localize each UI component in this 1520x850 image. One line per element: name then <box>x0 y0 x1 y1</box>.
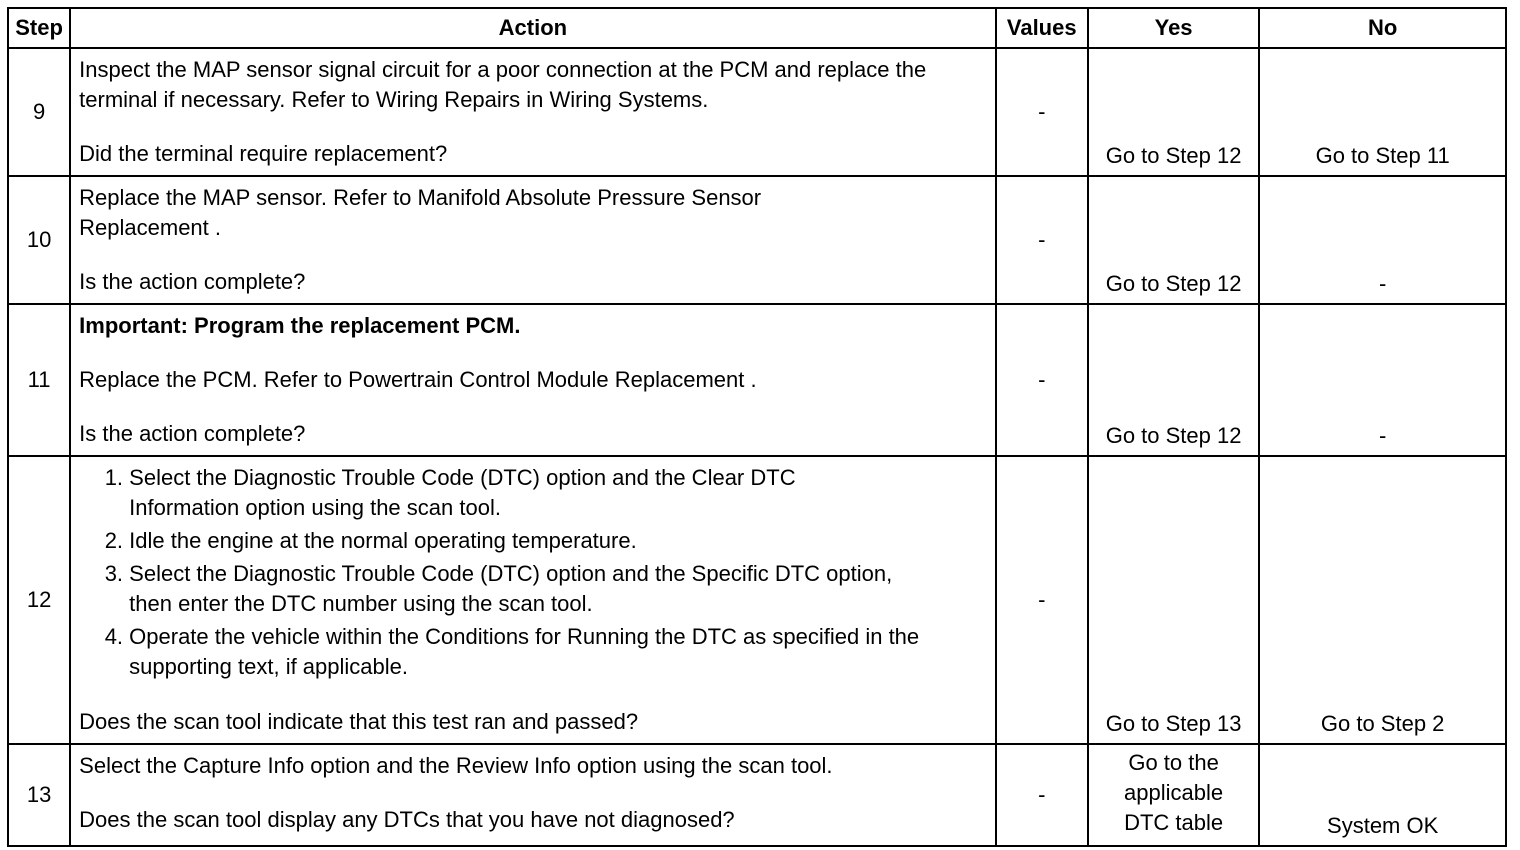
action-text: Inspect the MAP sensor signal circuit for a poor connection at the PCM and replace the terminal if necessary. Refer to Wiring Repairs in Wiring Systems. <box>79 57 927 112</box>
table-row <box>8 176 1506 304</box>
yes-cell <box>1088 744 1259 846</box>
no-cell: Go to Step 2 <box>1259 456 1506 744</box>
step-number: 13 <box>8 744 70 846</box>
yes-cell: Go to Step 12 <box>1088 304 1259 456</box>
table-row <box>8 48 1506 176</box>
yes-cell: Go to Step 13 <box>1088 456 1259 744</box>
list-item: 3. Select the Diagnostic Trouble Code (DTC) option and the Specific DTC option, then enter the DTC number using the scan tool. <box>129 559 929 619</box>
step-number: 11 <box>8 304 70 456</box>
list-item: 4. Operate the vehicle within the Conditions for Running the DTC as specified in the supporting text, if applicable. <box>129 622 986 682</box>
action-cell <box>70 744 995 846</box>
no-cell: System OK <box>1259 744 1506 846</box>
procedure-list <box>79 463 986 682</box>
yes-cell: Go to Step 12 <box>1088 176 1259 304</box>
step-number: 12 <box>8 456 70 744</box>
action-cell <box>70 304 995 456</box>
diagnostic-table <box>7 7 1507 847</box>
values-cell: - <box>996 304 1088 456</box>
action-cell <box>70 48 995 176</box>
yes-line: Go to the <box>1128 750 1219 775</box>
action-question: Is the action complete? <box>79 269 306 294</box>
action-text: Replace the MAP sensor. Refer to Manifold Absolute Pressure Sensor Replacement . <box>79 185 762 240</box>
values-cell: - <box>996 456 1088 744</box>
action-question: Did the terminal require replacement? <box>79 141 448 166</box>
action-cell <box>70 176 995 304</box>
table-row <box>8 304 1506 456</box>
values-cell: - <box>996 48 1088 176</box>
action-text: Select the Capture Info option and the Review Info option using the scan tool. <box>79 753 833 778</box>
values-cell: - <box>996 176 1088 304</box>
no-cell: - <box>1259 176 1506 304</box>
important-note: Important: Program the replacement PCM. <box>79 313 521 338</box>
step-number: 10 <box>8 176 70 304</box>
list-item: 1. Select the Diagnostic Trouble Code (DTC) option and the Clear DTC Information option using the scan tool. <box>129 463 899 523</box>
header-values: Values <box>996 8 1088 48</box>
action-question: Does the scan tool display any DTCs that you have not diagnosed? <box>79 807 735 832</box>
header-yes: Yes <box>1088 8 1259 48</box>
header-step: Step <box>8 8 70 48</box>
list-item: 2. Idle the engine at the normal operating temperature. <box>129 526 986 556</box>
action-text: Replace the PCM. Refer to Powertrain Control Module Replacement . <box>79 367 757 392</box>
yes-cell: Go to Step 12 <box>1088 48 1259 176</box>
header-no: No <box>1259 8 1506 48</box>
table-row <box>8 456 1506 744</box>
header-row <box>8 8 1506 48</box>
action-question: Is the action complete? <box>79 421 306 446</box>
action-cell <box>70 456 995 744</box>
no-cell: - <box>1259 304 1506 456</box>
header-action: Action <box>70 8 995 48</box>
yes-line: DTC table <box>1124 810 1224 835</box>
values-cell: - <box>996 744 1088 846</box>
table-row <box>8 744 1506 846</box>
step-number: 9 <box>8 48 70 176</box>
no-cell: Go to Step 11 <box>1259 48 1506 176</box>
yes-line: applicable <box>1124 780 1224 805</box>
action-question: Does the scan tool indicate that this test ran and passed? <box>79 709 639 734</box>
